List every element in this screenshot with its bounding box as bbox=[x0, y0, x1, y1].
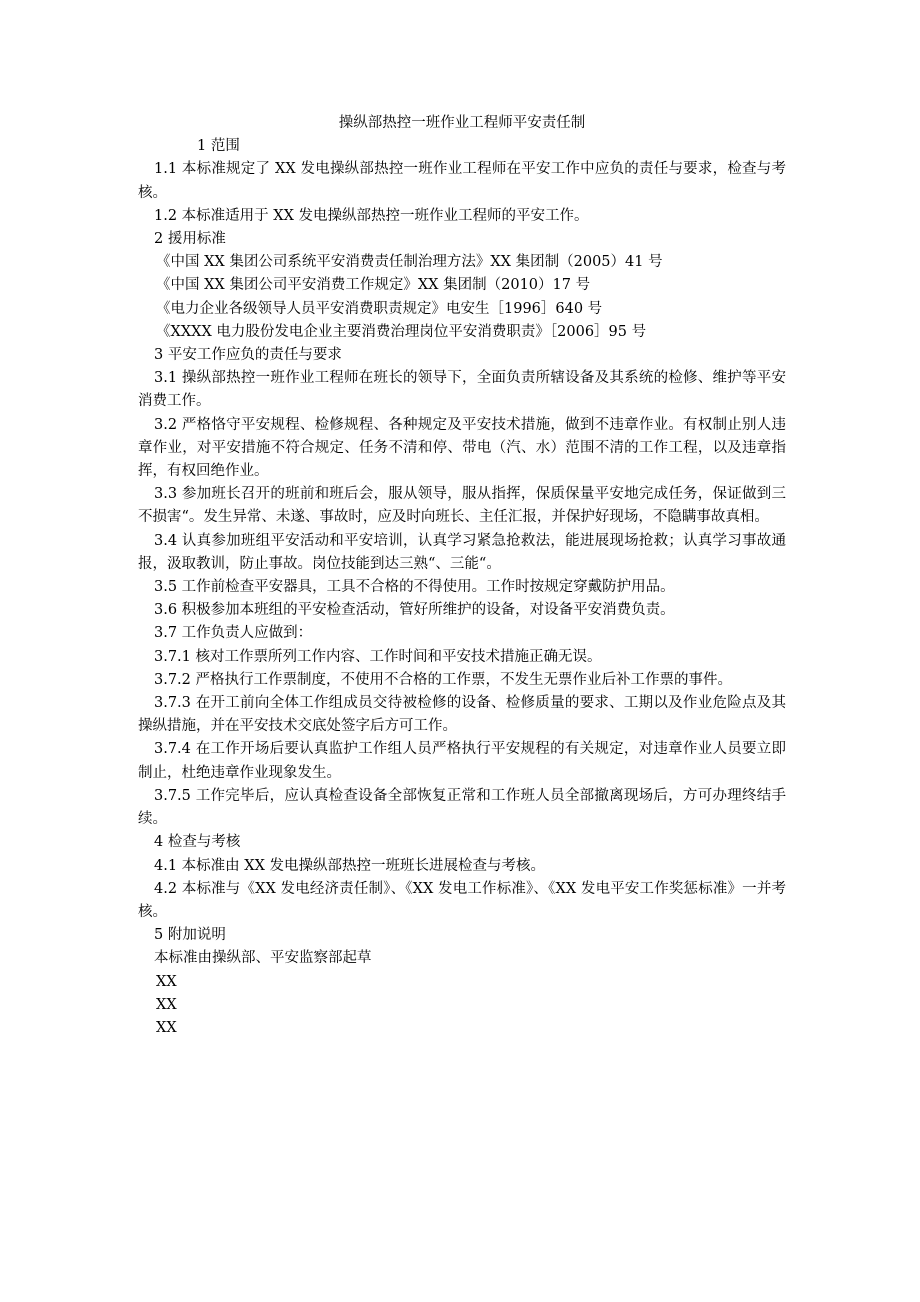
section-heading-references: 2 援用标准 bbox=[154, 231, 226, 248]
section-heading-responsibilities: 3 平安工作应负的责任与要求 bbox=[154, 347, 342, 364]
paragraph-3-7-3: 3.7.3 在开工前向全体工作组成员交待被检修的设备、检修质量的要求、工期以及作业危险点及其操纵措施，并在平安技术交底处签字后方可工作。 bbox=[138, 695, 786, 735]
reference-item: 《XXXX 电力股份发电企业主要消费治理岗位平安消费职责》［2006］95 号 bbox=[156, 323, 647, 340]
reference-item: 《中国 XX 集团公司平安消费工作规定》XX 集团制（2010）17 号 bbox=[156, 277, 591, 294]
section-heading-scope: 1 范围 bbox=[197, 138, 240, 155]
paragraph-4-1: 4.1 本标准由 XX 发电操纵部热控一班班长进展检查与考核。 bbox=[154, 857, 546, 874]
drafted-by-line: 本标准由操纵部、平安监察部起草 bbox=[154, 950, 372, 967]
signature-line: XX bbox=[156, 973, 177, 990]
paragraph-3-7: 3.7 工作负责人应做到： bbox=[154, 625, 313, 642]
section-heading-notes: 5 附加说明 bbox=[154, 927, 226, 944]
reference-item: 《电力企业各级领导人员平安消费职责规定》电安生［1996］640 号 bbox=[156, 300, 603, 317]
signature-line: XX bbox=[156, 1019, 177, 1036]
paragraph-1-2: 1.2 本标准适用于 XX 发电操纵部热控一班作业工程师的平安工作。 bbox=[154, 207, 589, 224]
section-heading-inspection: 4 检查与考核 bbox=[154, 834, 241, 851]
document-title: 操纵部热控一班作业工程师平安责任制 bbox=[338, 115, 586, 131]
paragraph-3-1: 3.1 操纵部热控一班作业工程师在班长的领导下，全面负责所辖设备及其系统的检修、维护等平安消费工作。 bbox=[138, 370, 786, 410]
paragraph-3-7-4: 3.7.4 在工作开场后要认真监护工作组人员严格执行平安规程的有关规定，对违章作业人员要立即制止，杜绝违章作业现象发生。 bbox=[138, 741, 786, 781]
paragraph-3-2: 3.2 严格恪守平安规程、检修规程、各种规定及平安技术措施，做到不违章作业。有权制止别人违章作业，对平安措施不符合规定、任务不清和停、带电（汽、水）范围不清的工作工程，以及违章指挥，有权回绝作业。 bbox=[138, 416, 786, 480]
paragraph-3-7-1: 3.7.1 核对工作票所列工作内容、工作时间和平安技术措施正确无误。 bbox=[154, 648, 602, 665]
paragraph-3-5: 3.5 工作前检查平安器具，工具不合格的不得使用。工作时按规定穿戴防护用品。 bbox=[154, 579, 675, 596]
paragraph-4-2: 4.2 本标准与《XX 发电经济责任制》、《XX 发电工作标准》、《XX 发电平安工作奖惩标准》一并考核。 bbox=[138, 880, 786, 920]
paragraph-3-6: 3.6 积极参加本班组的平安检查活动，管好所维护的设备，对设备平安消费负责。 bbox=[154, 602, 675, 619]
paragraph-3-4: 3.4 认真参加班组平安活动和平安培训，认真学习紧急抢救法，能进展现场抢救；认真学习事故通报，汲取教训，防止事故。岗位技能到达三熟“、三能“。 bbox=[138, 532, 786, 572]
reference-item: 《中国 XX 集团公司系统平安消费责任制治理方法》XX 集团制（2005）41 号 bbox=[156, 254, 663, 271]
paragraph-3-7-2: 3.7.2 严格执行工作票制度，不使用不合格的工作票，不发生无票作业后补工作票的事件。 bbox=[154, 671, 732, 688]
document-body bbox=[138, 112, 786, 1040]
paragraph-3-3: 3.3 参加班长召开的班前和班后会，服从领导，服从指挥，保质保量平安地完成任务，保证做到三不损害“。发生异常、未遂、事故时，应及时向班长、主任汇报，并保护好现场，不隐瞒事故真相。 bbox=[138, 486, 786, 526]
signature-line: XX bbox=[156, 996, 177, 1013]
paragraph-1-1: 1.1 本标准规定了 XX 发电操纵部热控一班作业工程师在平安工作中应负的责任与要求，检查与考核。 bbox=[138, 161, 786, 201]
paragraph-3-7-5: 3.7.5 工作完毕后，应认真检查设备全部恢复正常和工作班人员全部撤离现场后，方可办理终结手续。 bbox=[138, 787, 786, 828]
